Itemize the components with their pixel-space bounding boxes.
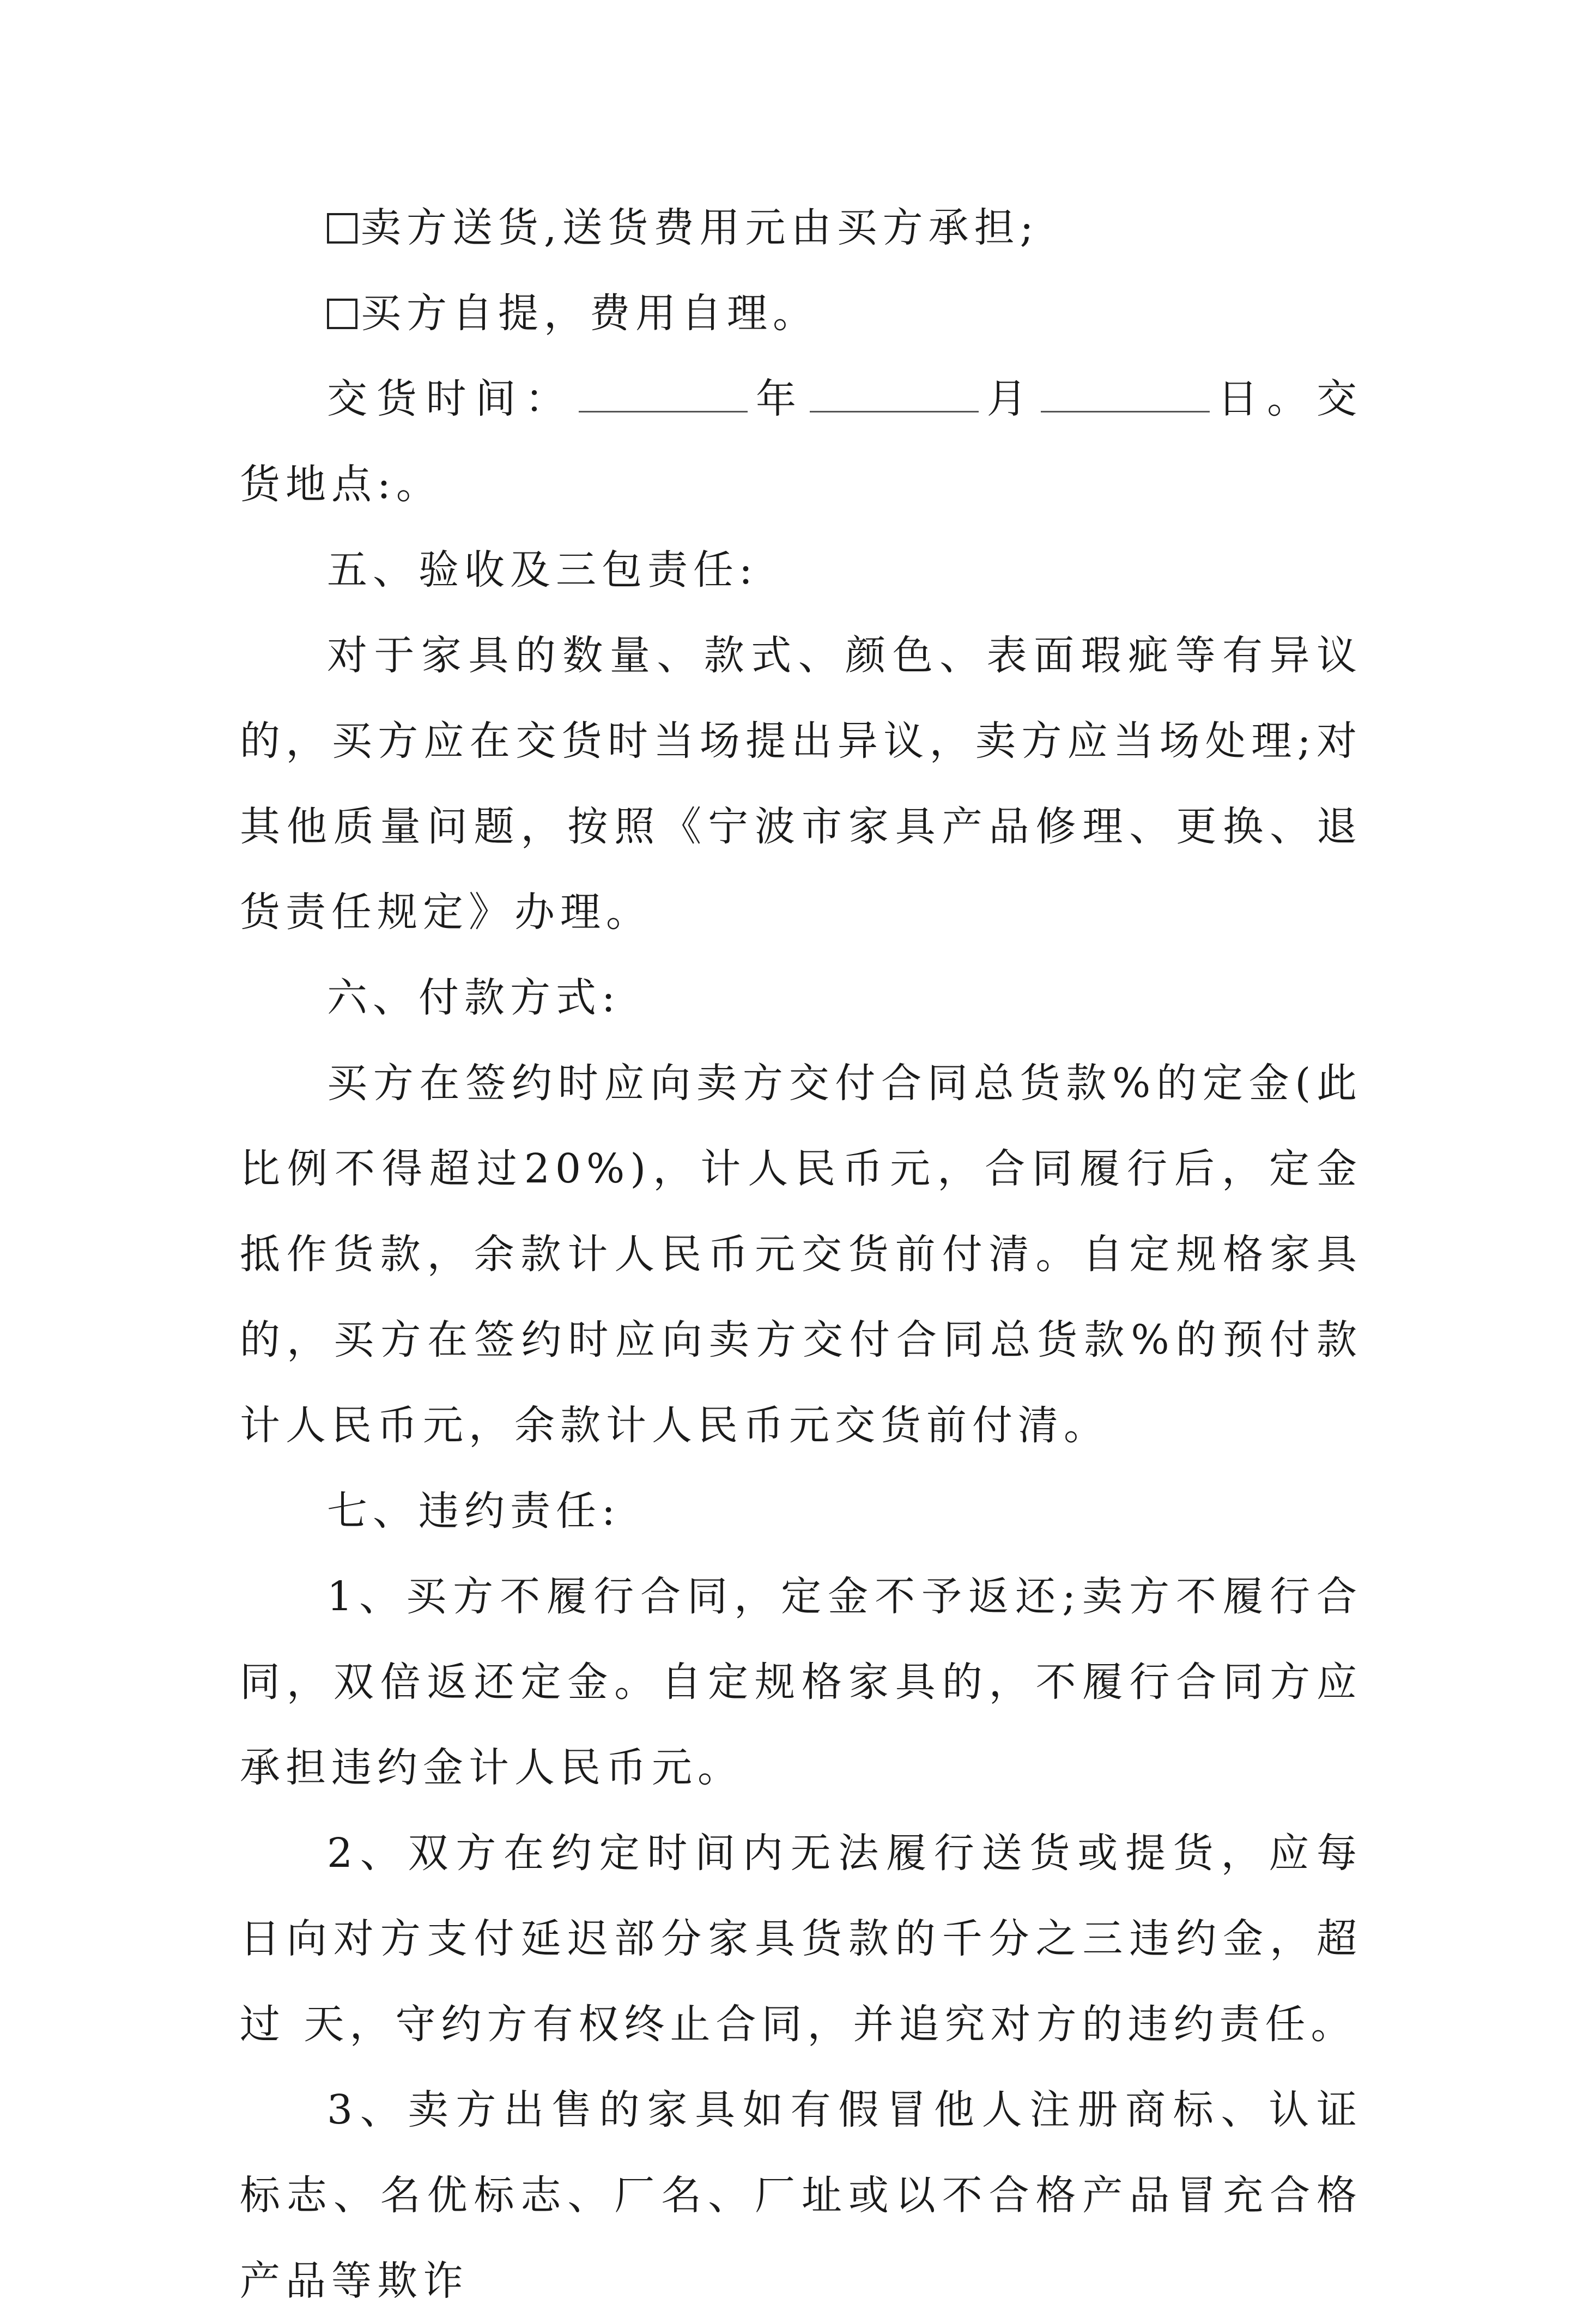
section-5-title: 五、验收及三包责任:	[327, 547, 758, 593]
delivery-option-buyer: 买方自提，费用自理。	[240, 271, 1362, 356]
section-6-body: 买方在签约时应向卖方交付合同总货款%的定金(此比例不得超过20%)，计人民币元，合同履行后，定金抵作货款，余款计人民币元交货前付清。自定规格家具的，买方在签约时应向卖方交付合同总货款%的预付款计人民币元，余款计人民币元交货前付清。	[240, 1060, 1362, 1449]
section-7-item-1: 1、买方不履行合同，定金不予返还;卖方不履行合同，双倍返还定金。自定规格家具的，不履行合同方应承担违约金计人民币元。	[240, 1573, 1362, 1791]
section-5-body: 对于家具的数量、款式、颜色、表面瑕疵等有异议的，买方应在交货时当场提出异议，卖方应当场处理;对其他质量问题，按照《宁波市家具产品修理、更换、退货责任规定》办理。	[240, 632, 1362, 936]
checkbox-icon[interactable]	[327, 299, 357, 329]
checkbox-icon[interactable]	[327, 213, 357, 244]
document-body	[240, 185, 1362, 2324]
blank-line-year	[579, 378, 748, 412]
section-7-title: 七、违约责任:	[327, 1488, 621, 1534]
section-7-item-3: 3、卖方出售的家具如有假冒他人注册商标、认证标志、名优标志、厂名、厂址或以不合格产品冒充合格产品等欺诈	[240, 2086, 1362, 2304]
delivery-option-seller: 卖方送货,送货费用元由买方承担;	[240, 185, 1362, 271]
blank-line-month	[810, 378, 979, 412]
section-7-item-2: 2、双方在约定时间内无法履行送货或提货，应每日向对方支付延迟部分家具货款的千分之三违约金，超过 天，守约方有权终止合同，并追究对方的违约责任。	[240, 1830, 1362, 2048]
delivery-time-line: 交货时间： 年 月 日。交货地点:。	[240, 375, 1363, 508]
section-6-title: 六、付款方式:	[327, 974, 621, 1021]
blank-line-day	[1041, 378, 1210, 412]
